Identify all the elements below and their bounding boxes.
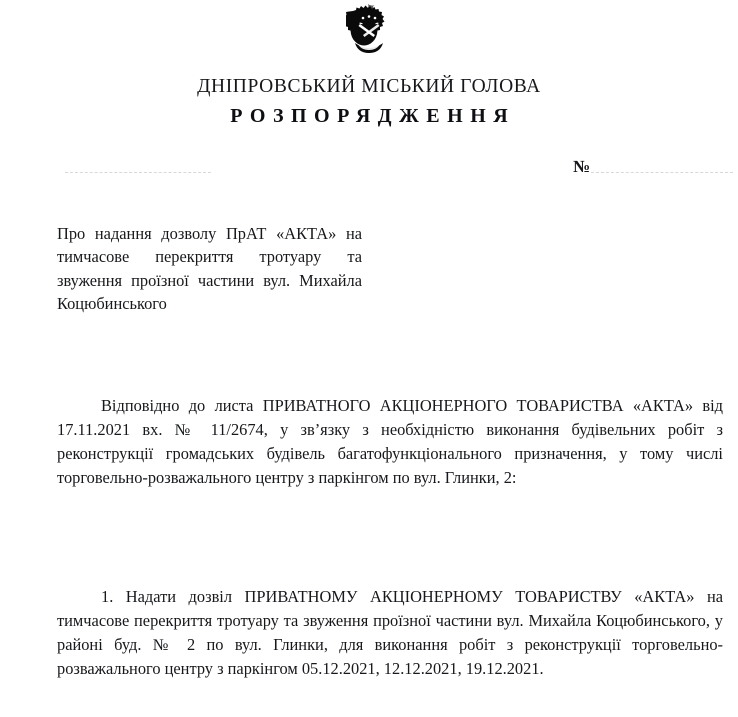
body-paragraph-item-1: 1. Надати дозвіл ПРИВАТНОМУ АКЦІОНЕРНОМУ ТОВАРИСТВУ «АКТА» на тимчасове перекриття тротуару та звуження проїзної частини вул. Михайла Коцюбинського, у районі буд. № 2 по вул. Глинки, для виконання робіт з реконструкції торговельно-розважального центру з паркінгом 05.12.2021, 12.12.2021, 19.12.2021. xyxy=(57,587,723,679)
dnipro-coat-of-arms-icon xyxy=(346,4,392,56)
document-subject: Про надання дозволу ПрАТ «АКТА» на тимчасове перекриття тротуару та звуження проїзної частини вул. Михайла Коцюбинського xyxy=(57,224,362,313)
emblem-container xyxy=(0,4,738,62)
document-header xyxy=(0,76,738,127)
date-field-rule[interactable] xyxy=(65,172,211,173)
organization-title: ДНІПРОВСЬКИЙ МІСЬКИЙ ГОЛОВА xyxy=(197,76,541,97)
date-number-row xyxy=(57,158,722,182)
body-paragraph-preamble: Відповідно до листа ПРИВАТНОГО АКЦІОНЕРНОГО ТОВАРИСТВА «АКТА» від 17.11.2021 вх. № 11/2674, у зв’язку з необхідністю виконання будівельних робіт з реконструкції громадських будівель багатофункціонального призначення, у тому числі торговельно-розважального центру з паркінгом по вул. Глинки, 2: xyxy=(57,396,723,488)
number-symbol: № xyxy=(573,157,591,176)
document-kind-title: РОЗПОРЯДЖЕННЯ xyxy=(230,104,516,127)
number-field-rule[interactable] xyxy=(591,172,733,173)
